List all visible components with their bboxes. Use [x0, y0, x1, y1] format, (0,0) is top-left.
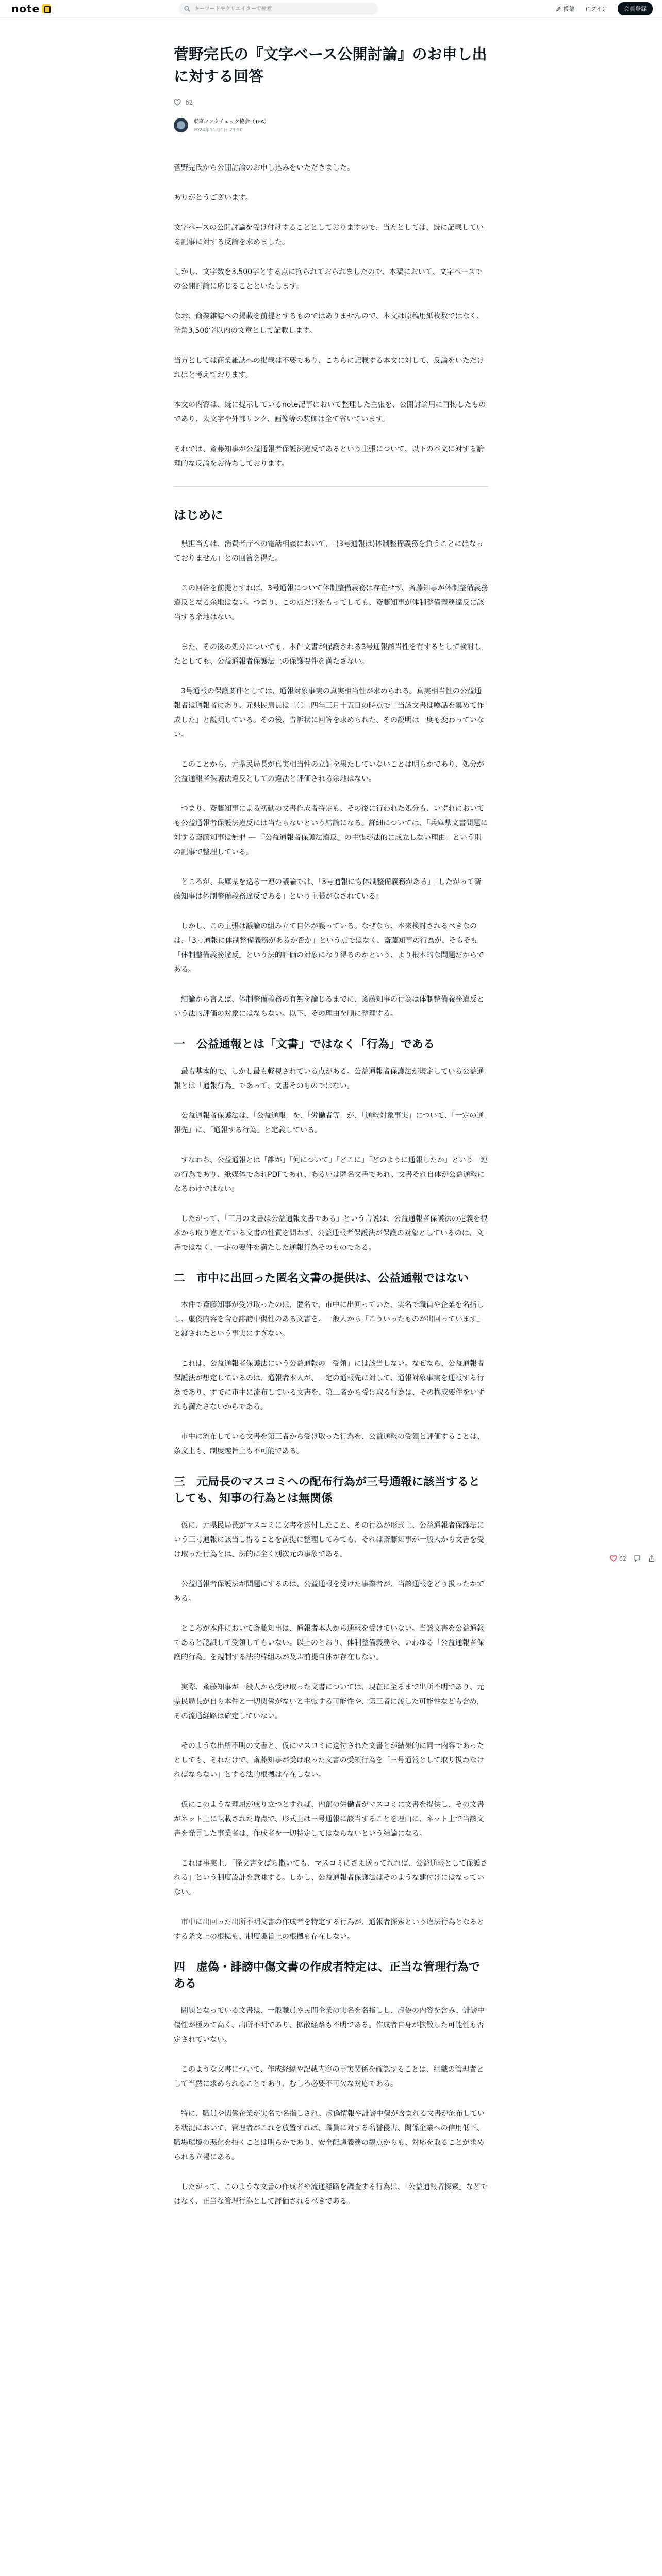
section-paragraph: つまり、斎藤知事による初動の文書作成者特定も、その後に行われた処分も、いずれにおいても公益通報者保護法違反には当たらないという結論になる。詳細については、「兵庫県文書問題に対する斎藤知事は無罪 ― 『公益通報者保護法違反』の主張が法的に成立しない理由」という別の記事で整理している。 [174, 804, 488, 856]
publish-date: 2024年11月1日 23:50 [193, 128, 243, 133]
intro [174, 161, 488, 471]
section-paragraph: 最も基本的で、しかし最も軽視されている点がある。公益通報者保護法が規定している公益通報とは「通報行為」であって、文書そのものではない。 [174, 1067, 484, 1090]
search-box[interactable] [179, 3, 378, 15]
intro-paragraph: ありがとうございます。 [174, 193, 253, 202]
article-title: 菅野完氏の『文字ベース公開討論』のお申し出に対する回答 [174, 45, 487, 85]
share-icon[interactable] [648, 1555, 655, 1562]
section-paragraph: 仮にこのような理屈が成り立つとすれば、内部の労働者がマスコミに文書を提供し、その文書がネット上に転載された時点で、形式上は三号通報に該当することを理由に、ネット上で当該文書を発見した事業者は、作成者を一切特定してはならないという結論になる。 [174, 1801, 484, 1838]
section-paragraph: このことから、元県民局長が真実相当性の立証を果たしていないことは明らかであり、処分が公益通報者保護法違反としての違法と評価される余地はない。 [174, 760, 484, 783]
intro-paragraph: 文字ベースの公開討論を受け付けすることとしておりますので、当方としては、既に記載している記事に対する反論を求めました。 [174, 223, 484, 246]
intro-paragraph: 当方としては商業雑誌への掲載は不要であり、こちらに記載する本文に対して、反論をいただければと考えております。 [174, 356, 484, 379]
section-paragraph: しかし、この主張は議論の組み立て自体が誤っている。なぜなら、本来検討されるべきなのは、「3号通報に体制整備義務があるか否か」という点ではなく、斎藤知事の行為が、そもそも「体制整備義務違反」という法的評価の対象になり得るのかという、より根本的な問題だからである。 [174, 922, 484, 974]
sections [174, 506, 488, 2209]
section-paragraph: そのような出所不明の文書と、仮にマスコミに送付された文書とが結果的に同一内容であったとしても、それだけで、斎藤知事が受け取った文書の受領行為を「三号通報として取り扱わなければならない」とする法的根拠は存在しない。 [174, 1742, 484, 1780]
article [174, 43, 488, 2224]
section-paragraph: 市中に出回った出所不明文書の作成者を特定する行為が、通報者探索という違法行為となるとする条文上の根拠も、制度趣旨上の根拠も存在しない。 [174, 1918, 484, 1941]
section-heading: 三 元局長のマスコミへの配布行為が三号通報に該当するとしても、知事の行為とは無関係 [174, 1476, 481, 1505]
divider [174, 486, 488, 487]
signup-button[interactable]: 会員登録 [618, 2, 653, 15]
section-paragraph: この回答を前提とすれば、3号通報について体制整備義務は存在せず、斎藤知事が体制整備義務違反となる余地はない。つまり、この点だけをもってしても、斎藤知事が体制整備義務違反に該当する余地はない。 [174, 584, 488, 621]
avatar[interactable] [174, 118, 188, 132]
like-row [174, 97, 488, 108]
section-paragraph: 本件で斎藤知事が受け取ったのは、匿名で、市中に出回っていた、実名で職員や企業を名指しし、虚偽内容を含む誹謗中傷性のある文書を、一般人から「こういったものが出回っています」と渡されたという事実にすぎない。 [174, 1301, 484, 1338]
section-paragraph: すなわち、公益通報とは「誰が」「何について」「どこに」「どのように通報したか」という一連の行為であり、紙媒体であれPDFであれ、あるいは匿名文書であれ、文書それ自体が公益通報になるわけではない。 [174, 1156, 488, 1193]
pen-icon [556, 6, 561, 12]
logo-text: note [11, 3, 40, 15]
section-paragraph: 公益通報者保護法が問題にするのは、公益通報を受けた事業者が、当該通報をどう扱ったかである。 [174, 1580, 484, 1603]
section-paragraph: ところが、兵庫県を巡る一連の議論では、「3号通報にも体制整備義務がある」「したがって斎藤知事は体制整備義務違反である」という主張がなされている。 [174, 877, 482, 901]
search-input[interactable] [194, 6, 365, 12]
article-body [174, 161, 488, 2209]
author-block[interactable] [174, 116, 488, 134]
float-like-count: 62 [619, 1555, 626, 1562]
post-button[interactable] [556, 5, 575, 13]
section-paragraph: 問題となっている文書は、一般職員や民間企業の実名を名指しし、虚偽の内容を含み、誹謗中傷性が極めて高く、出所不明であり、拡散経路も不明である。作成者自身が拡散した可能性も否定されていない。 [174, 2006, 485, 2044]
section-paragraph: ところが本件において斎藤知事は、通報者本人から通報を受けていない。当該文書を公益通報であると認識して受領してもいない。以上のとおり、体制整備義務や、いわゆる「公益通報者保護的行為」を規制する法的枠組みが及ぶ前提自体が存在しない。 [174, 1624, 484, 1662]
comment-icon[interactable] [634, 1555, 641, 1562]
intro-paragraph: しかし、文字数を3,500字とする点に拘られておられましたので、本稿において、文字ベースでの公開討論に応じることといたします。 [174, 267, 483, 291]
login-label: ログイン [585, 6, 607, 12]
section-paragraph: 結論から言えば、体制整備義務の有無を論じるまでに、斎藤知事の行為は体制整備義務違反という法的評価の対象にはならない。以下、その理由を順に整理する。 [174, 995, 484, 1018]
section-paragraph: したがって、「三月の文書は公益通報文書である」という言説は、公益通報者保護法の定義を根本から取り違えている文書の性質を問わず、公益通報者保護法が保護の対象としているのは、文書ではなく、一定の要件を満たした通報行為そのものである。 [174, 1214, 488, 1252]
floating-action-bar [610, 1555, 655, 1562]
intro-paragraph: 菅野完氏から公開討論のお申し込みをいただきました。 [174, 163, 354, 172]
heart-icon[interactable] [174, 99, 181, 106]
login-button[interactable] [585, 5, 607, 13]
section-paragraph: これは、公益通報者保護法にいう公益通報の「受領」には該当しない。なぜなら、公益通報者保護法が想定しているのは、通報者本人が、一定の通報先に対して、通報対象事実を通報する行為であり、すでに市中に流布している文書を、第三者から受け取る行為は、その構成要件をいずれも満たさないからである。 [174, 1360, 485, 1412]
search-icon [184, 6, 190, 12]
intro-paragraph: それでは、斎藤知事が公益通報者保護法違反であるという主張について、以下の本文に対する論理的な反論をお待ちしております。 [174, 445, 484, 468]
section-paragraph: また、その後の処分についても、本件文書が保護される3号通報該当性を有するとして検討したとしても、公益通報者保護法上の保護要件を満たさない。 [174, 642, 482, 666]
site-header [0, 0, 662, 18]
section-paragraph: このような文書について、作成経緯や記載内容の事実関係を確認することは、組織の管理者として当然に求められることであり、むしろ必要不可欠な対応である。 [174, 2065, 484, 2088]
intro-paragraph: 本文の内容は、既に提示しているnote記事において整理した主張を、公開討論用に再掲したものであり、太文字や外部リンク、画像等の装飾は全て省いています。 [174, 400, 486, 423]
section-heading: 四 虚偽・誹謗中傷文書の作成者特定は、正当な管理行為である [174, 1961, 481, 1991]
section-paragraph: これは事実上、「怪文書をばら撒いても、マスコミにさえ送ってれれば、公益通報として保護される」という制度設計を意味する。しかし、公益通報者保護法はそのような建付けにはなっていない。 [174, 1859, 488, 1897]
section-paragraph: 実際、斎藤知事が一般人から受け取った文書については、現在に至るまで出所不明であり、元県民局長が自ら本件と一切関係がないと主張する可能性や、第三者に渡した可能性なども含め、その流通経路は確定していない。 [174, 1683, 484, 1721]
like-count: 62 [185, 98, 193, 106]
intro-paragraph: なお、商業雑誌への掲載を前提とするものではありませんので、本文は原稿用紙枚数ではなく、全角3,500字以内の文章として記載します。 [174, 312, 484, 335]
section-paragraph: 県担当方は、消費者庁への電話相談において、「(3号通報は)体制整備義務を負うことにはなっておりません」との回答を得た。 [174, 539, 484, 563]
author-name[interactable]: 東京ファクチェック協会（TFA） [193, 119, 270, 125]
note-logo[interactable] [11, 3, 51, 15]
section-paragraph: 特に、職員や関係企業が実名で名指しされ、虚偽情報や誹謗中傷が含まれる文書が流布している状況において、管理者がこれを放置すれば、職員に対する名誉侵害、関係企業への信用低下、職場環境の悪化を招くことは明らかであり、安全配慮義務の観点からも、対応を取ることが求められる立場にある。 [174, 2109, 485, 2161]
section-paragraph: 3号通報の保護要件としては、通報対象事実の真実相当性が求められる。真実相当性の公益通報者は通報者にあり、元県民局長は二〇二四年三月十五日の時点で「当該文書は噂話を集めて作成した」と説明している。その後、告訴状に回答を求められた、その説明は一度も変わっていない。 [174, 687, 484, 739]
section-heading: はじめに [174, 507, 223, 522]
section-heading: 二 市中に出回った匿名文書の提供は、公益通報ではない [174, 1272, 469, 1285]
section-paragraph: 市中に流布している文書を第三者から受け取った行為を、公益通報の受領と評価することは、条文上も、制度趣旨上も不可能である。 [174, 1433, 484, 1456]
post-label: 投稿 [563, 6, 575, 12]
section-paragraph: 仮に、元県民局長がマスコミに文書を送付したこと、その行為が形式上、公益通報者保護法にいう三号通報に該当し得ることを前提に整理してみても、それは斎藤知事が一般人から文書を受け取った行為とは、法的に全く別次元の事象である。 [174, 1521, 484, 1559]
logo-mark-icon [42, 4, 51, 13]
section-paragraph: 公益通報者保護法は、「公益通報」を、「労働者等」が、「通報対象事実」について、「一定の通報先」に、「通報する行為」と定義している。 [174, 1111, 484, 1134]
section-paragraph: したがって、このような文書の作成者や流通経路を調査する行為は、「公益通報者探索」などではなく、正当な管理行為として評価されるべきである。 [174, 2182, 488, 2206]
heart-icon[interactable] [610, 1555, 617, 1562]
section-heading: 一 公益通報とは「文書」ではなく「行為」である [174, 1038, 435, 1051]
